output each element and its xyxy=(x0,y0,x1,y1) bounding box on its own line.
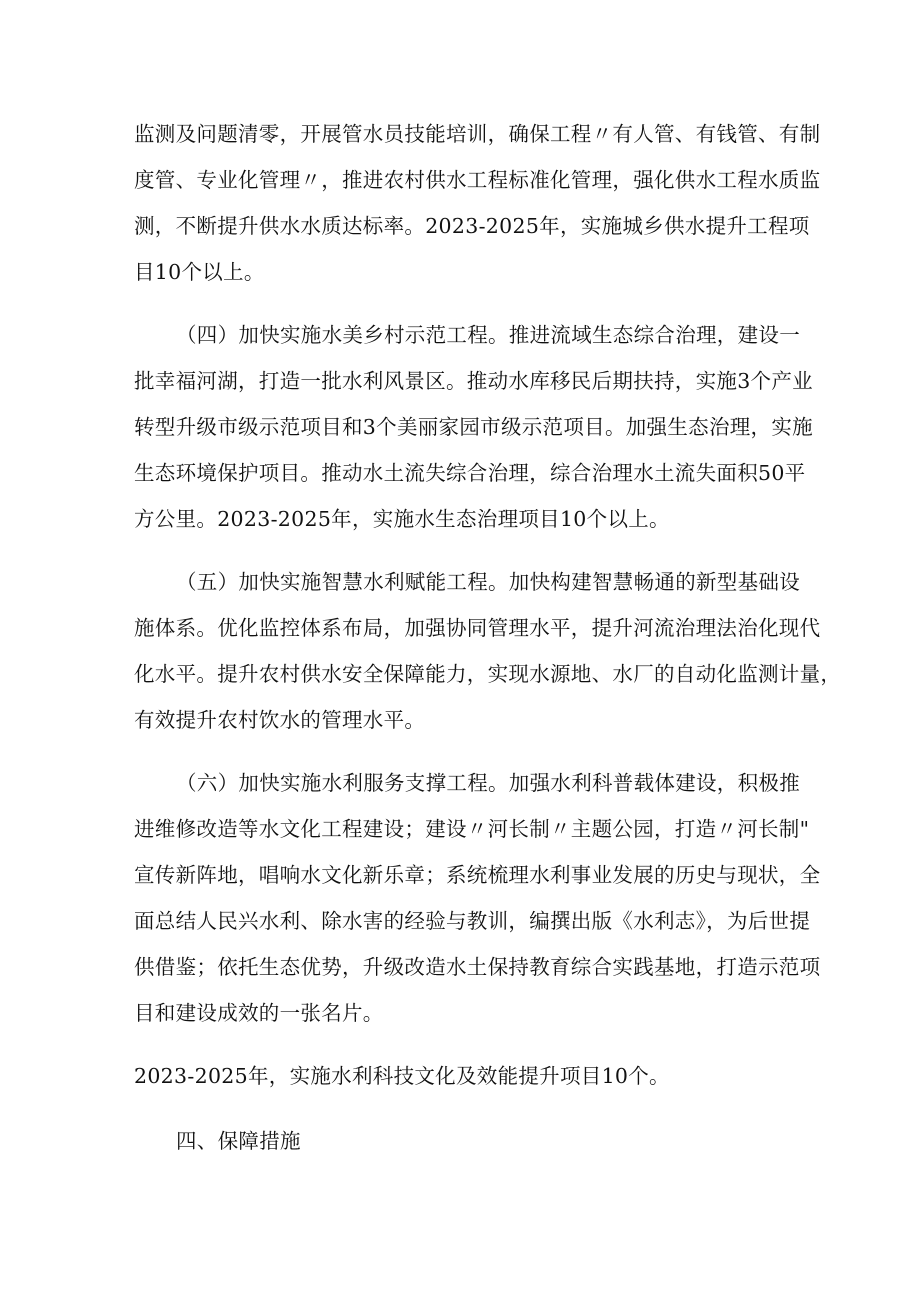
paragraph-line: 批幸福河湖，打造一批水利风景区。推动水库移民后期扶持，实施3个产业 xyxy=(134,369,813,393)
paragraph-line: 进维修改造等水文化工程建设；建设〃河长制〃主题公园，打造〃河长制" xyxy=(134,817,810,841)
paragraph-line: 化水平。提升农村供水安全保障能力，实现水源地、水厂的自动化监测计量， xyxy=(134,662,842,686)
paragraph-line: 有效提升农村饮水的管理水平。 xyxy=(134,708,426,732)
paragraph-line: 转型升级市级示范项目和3个美丽家园市级示范项目。加强生态治理，实施 xyxy=(134,415,813,439)
paragraph-line: 监测及问题清零，开展管水员技能培训，确保工程〃有人管、有钱管、有制 xyxy=(134,122,821,146)
paragraph-line: 宣传新阵地，唱响水文化新乐章；系统梳理水利事业发展的历史与现状，全 xyxy=(134,863,821,887)
paragraph-line: 测，不断提升供水水质达标率。2023-2025年，实施城乡供水提升工程项 xyxy=(134,214,810,238)
paragraph-line: 2023-2025年，实施水利科技文化及效能提升项目10个。 xyxy=(134,1064,670,1088)
paragraph-line: 目10个以上。 xyxy=(134,260,265,284)
paragraph-line: 施体系。优化监控体系布局，加强协同管理水平，提升河流治理法治化现代 xyxy=(134,616,821,640)
paragraph-line: 度管、专业化管理〃，推进农村供水工程标准化管理，强化供水工程水质监 xyxy=(134,168,821,192)
paragraph-line: （六）加快实施水利服务支撑工程。加强水利科普载体建设，积极推 xyxy=(176,771,800,795)
paragraph-line: 目和建设成效的一张名片。 xyxy=(134,1001,384,1025)
paragraph-line: 生态环境保护项目。推动水土流失综合治理，综合治理水土流失面积50平 xyxy=(134,461,806,485)
section-heading: 四、保障措施 xyxy=(176,1129,301,1153)
paragraph-line: 面总结人民兴水利、除水害的经验与教训，编撰出版《水利志》，为后世提 xyxy=(134,909,811,933)
paragraph-line: 供借鉴；依托生态优势，升级改造水土保持教育综合实践基地，打造示范项 xyxy=(134,955,821,979)
paragraph-line: （五）加快实施智慧水利赋能工程。加快构建智慧畅通的新型基础设 xyxy=(176,570,800,594)
paragraph-line: （四）加快实施水美乡村示范工程。推进流域生态综合治理，建设一 xyxy=(176,323,800,347)
paragraph-line: 方公里。2023-2025年，实施水生态治理项目10个以上。 xyxy=(134,507,670,531)
